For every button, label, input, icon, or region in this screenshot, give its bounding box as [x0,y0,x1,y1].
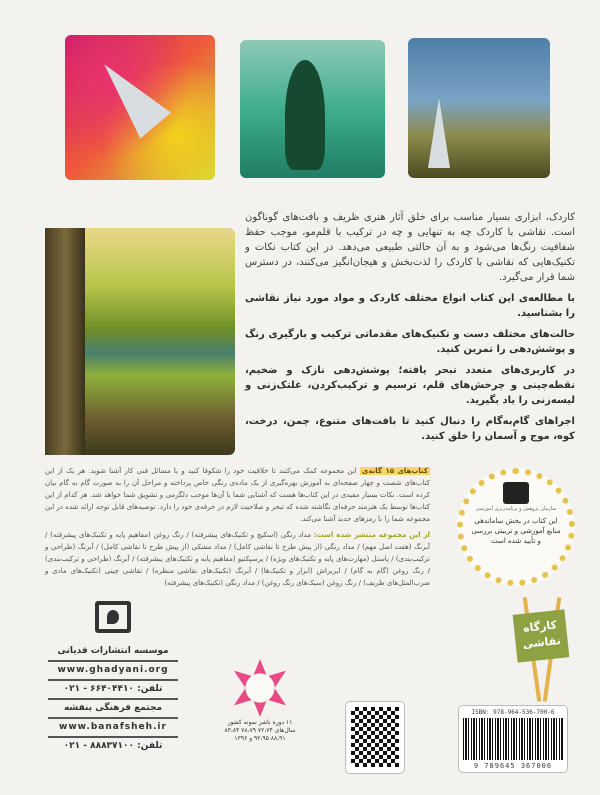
qr-code[interactable] [345,701,405,774]
point-3: در کاربری‌های متعدد تبحر یافته؛ پوشش‌دهی نازک و ضخیم، نقطه‌چینی و چرخش‌های قلم، ترسیم و ترکیب‌کردن، غلتک‌زنی و لیسه‌زنی را یاد بگیرید. [245,365,575,406]
flower-icon [231,659,289,717]
published-label: از این مجموعه منتشر شده است: [313,531,430,539]
point-2: حالت‌های مختلف دست و تکنیک‌های مقدماتی ترکیب و بارگیری رنگ و پوشش‌دهی را تمرین کنید. [245,329,575,355]
painting-grass-sky [408,38,550,178]
footer-row [0,597,600,777]
store-website[interactable]: www.banafsheh.ir [48,719,178,738]
point-1: با مطالعه‌ی این کتاب انواع مختلف کاردک و مواد مورد نیاز نقاشی را بشناسید. [245,293,575,319]
ministry-logo-icon [503,482,529,504]
palette-knife-image [428,98,450,168]
publisher-website[interactable]: www.ghadyani.org [48,662,178,681]
barcode-icon [463,718,563,760]
festival-text: ۱۱ دوره ناشر نمونه کشور سال‌های ۷۲،۷۴ ۷۸،۷۹ ۸۳،۸۴ ۸۸،۹۱ ۹۲،۹۵ و ۱۳۹۶ [224,719,296,742]
intro-paragraph: کاردک، ابزاری بسیار مناسب برای خلق آثار هنری ظریف و بافت‌های گوناگون است. نقاشی با کاردک چه به تنهایی و چه در ترکیب با قلم‌مو، موجب حفظ شفافیت رنگ‌ها می‌شود و به آن حالتی طبیعی می‌دهد. در این کتاب نکات و تکنیک‌هایی که نقاشی با کاردک را لذت‌بخش و هیجان‌انگیز می‌کنند، در دسترس شما قرار می‌گیرد. [245,212,575,283]
isbn-text: ISBN: 978-964-536-700-6 [471,709,555,716]
badge-text: این کتاب در بخش ساماندهی منابع آموزشی و تربیتی بررسی و تأیید شده است [471,517,561,545]
publisher-name: موسسه انتشارات قدیانی [48,643,178,662]
point-4: اجراهای گام‌به‌گام را دنبال کنید تا بافت‌های متنوع، چمن، درخت، کوه، موج و آسمان را خلق کنید. [245,416,575,442]
series-logo-easel [515,597,570,702]
series-text: این مجموعه کمک می‌کنند تا خلاقیت خود را شکوفا کنید و با مسائل فنی کار آشنا شوید. هر یک از این کتاب‌های شصت و چهار صفحه‌ای به آموزش بهره‌گیری از یک ماده‌ی رنگی خاص پرداخته و مراحل آن را به صورت گام به گام بیان کرده است. نکات بسیار مفیدی در این کتاب‌ها هست که آشنایی شما با آن‌ها موجب دلگرمی و تشویق شما خواهد شد. هر کدام از این کتاب‌ها توسط یک هنرمند حرفه‌ای نگاشته شده که تبحر و صلاحیت لازم در حرفه‌ی خود را دارد. توصیه‌های قابل توجه ارائه شده در این مجموعه شما را با رمزهای جدید آشنا می‌کند. [45,467,430,523]
isbn-barcode [458,705,568,773]
palette-knife-image [89,52,171,139]
festival-emblem [222,659,298,775]
series-row [0,465,600,589]
publisher-block [48,601,178,755]
qr-code-icon [351,707,399,767]
approval-badge [457,468,575,586]
painting-forest-landscape [45,228,235,455]
publisher-logo-icon [95,601,131,633]
paintings-row [0,0,600,210]
badge-org: سازمان پژوهش و برنامه‌ریزی آموزشی [475,506,557,512]
series-logo-text: کارگاه نقاشی [513,609,570,662]
painting-green-tree [240,40,385,178]
store-phone: تلفن: ۸۸۸۳۷۱۰۰ - ۰۲۱ [63,741,163,751]
barcode-number: 9 789645 367006 [473,762,553,770]
description-row [0,210,600,455]
publisher-phone: تلفن: ۶۶۴۰۴۴۱۰ - ۰۲۱ [48,681,178,700]
painting-abstract-knife [65,35,215,180]
series-highlight: کتاب‌های ۱۵ گانه‌ی [361,467,428,475]
series-description [45,465,430,589]
series-titles: مداد رنگی (اسکیچ و تکنیک‌های پیشرفته) / رنگ روغن (مفاهیم پایه و تکنیک‌های پیشرفته) / آبرنگ (هفت اصل مهم) / مداد رنگی (از پیش طرح تا نقاشی کامل) / مداد مشکی (از پیش طرح تا نقاشی کامل) / آبرنگ (طراحی و ترکیب‌بندی) / پاستل (مهارت‌های پایه و تکنیک‌های ویژه) / پرسپکتیو (مفاهیم پایه و تکنیک‌های پیشرفته) / آبرنگ (طراحی و ترکیب‌بندی) / رنگ روغن (گام به گام) / ایربراش (ابزار و تکنیک‌ها) / آبرنگ (تکنیک‌های نقاشی منظره) / نقاشی چینی (تکنیک‌های مادی و ضرب‌المثل‌های ظریف) / رنگ روغن (سبک‌های رنگ روغن) / مداد رنگی (تکنیک‌های پیشرفته) [45,531,430,587]
store-name: مجتمع فرهنگی بنفشه [48,700,178,719]
description-column [245,210,575,450]
